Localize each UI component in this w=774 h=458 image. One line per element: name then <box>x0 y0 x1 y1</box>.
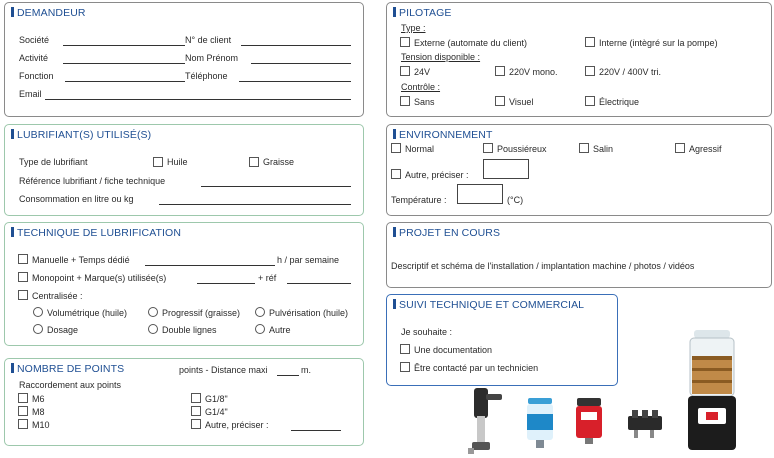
m6-label: M6 <box>32 394 45 404</box>
g14-label: G1/4" <box>205 407 228 417</box>
electrique-checkbox[interactable] <box>585 96 595 106</box>
reference-label: Référence lubrifiant / fiche technique <box>19 176 166 186</box>
volumetrique-label: Volumétrique (huile) <box>47 308 128 318</box>
pilotage-panel <box>386 2 772 117</box>
activite-field[interactable] <box>63 63 185 64</box>
single-point-lubricator-blue-image <box>525 396 555 450</box>
distance-unit: m. <box>301 365 311 375</box>
interne-checkbox[interactable] <box>585 37 595 47</box>
double-label: Double lignes <box>162 325 217 335</box>
temperature-label: Température : <box>391 195 447 205</box>
autre-env-checkbox[interactable] <box>391 169 401 179</box>
pilotage-title: PILOTAGE <box>393 7 452 19</box>
projet-title: PROJET EN COURS <box>393 227 500 239</box>
societe-field[interactable] <box>63 45 185 46</box>
controle-heading: Contrôle : <box>401 82 441 92</box>
points-panel <box>4 358 364 446</box>
autre-raccord-field[interactable] <box>291 430 341 431</box>
volumetrique-radio[interactable] <box>33 307 43 317</box>
raccordement-label: Raccordement aux points <box>19 380 122 390</box>
normal-checkbox[interactable] <box>391 143 401 153</box>
pulverisation-label: Pulvérisation (huile) <box>269 308 349 318</box>
points-title: NOMBRE DE POINTS <box>11 363 124 375</box>
projet-text: Descriptif et schéma de l'installation / implantation machine / photos / vidéos <box>391 261 695 271</box>
m8-label: M8 <box>32 407 45 417</box>
graisse-label: Graisse <box>263 157 295 167</box>
visuel-checkbox[interactable] <box>495 96 505 106</box>
electrique-label: Électrique <box>599 97 640 107</box>
nom-field[interactable] <box>251 63 351 64</box>
fonction-label: Fonction <box>19 71 54 81</box>
externe-checkbox[interactable] <box>400 37 410 47</box>
email-field[interactable] <box>45 99 351 100</box>
distance-label: points - Distance maxi <box>179 365 268 375</box>
tension-heading: Tension disponible : <box>401 52 481 62</box>
externe-label: Externe (automate du client) <box>414 38 528 48</box>
souhaite-label: Je souhaite : <box>401 327 453 337</box>
email-label: Email <box>19 89 42 99</box>
environnement-panel <box>386 124 772 216</box>
telephone-field[interactable] <box>239 81 351 82</box>
technicien-label: Être contacté par un technicien <box>414 363 539 373</box>
v400-label: 220V / 400V tri. <box>599 67 662 77</box>
temps-field[interactable] <box>145 265 275 266</box>
sans-label: Sans <box>414 97 435 107</box>
distance-field[interactable] <box>277 375 299 376</box>
v400-checkbox[interactable] <box>585 66 595 76</box>
marque-field[interactable] <box>197 283 255 284</box>
salin-checkbox[interactable] <box>579 143 589 153</box>
progressif-radio[interactable] <box>148 307 158 317</box>
autre-env-label: Autre, préciser : <box>405 170 469 180</box>
g18-label: G1/8" <box>205 394 228 404</box>
huile-label: Huile <box>167 157 188 167</box>
ref-field[interactable] <box>287 283 351 284</box>
m10-checkbox[interactable] <box>18 419 28 429</box>
g18-checkbox[interactable] <box>191 393 201 403</box>
manuelle-checkbox[interactable] <box>18 254 28 264</box>
environnement-title: ENVIRONNEMENT <box>393 129 492 141</box>
technicien-checkbox[interactable] <box>400 362 410 372</box>
v220-checkbox[interactable] <box>495 66 505 76</box>
centralisee-label: Centralisée : <box>32 291 83 301</box>
per-week-label: h / par semaine <box>277 255 340 265</box>
autre-radio[interactable] <box>255 324 265 334</box>
suivi-title: SUIVI TECHNIQUE ET COMMERCIAL <box>393 299 584 311</box>
fonction-field[interactable] <box>65 81 185 82</box>
technique-panel <box>4 222 364 346</box>
poussiereux-checkbox[interactable] <box>483 143 493 153</box>
nom-label: Nom Prénom <box>185 53 239 63</box>
double-radio[interactable] <box>148 324 158 334</box>
lubrifiant-panel <box>4 124 364 216</box>
interne-label: Interne (intègré sur la pompe) <box>599 38 718 48</box>
temperature-unit: (°C) <box>507 195 524 205</box>
m6-checkbox[interactable] <box>18 393 28 403</box>
dosage-radio[interactable] <box>33 324 43 334</box>
v24-checkbox[interactable] <box>400 66 410 76</box>
huile-checkbox[interactable] <box>153 157 163 167</box>
projet-panel <box>386 222 772 288</box>
graisse-checkbox[interactable] <box>249 157 259 167</box>
activite-label: Activité <box>19 53 49 63</box>
monopoint-label: Monopoint + Marque(s) utilisée(s) <box>32 273 167 283</box>
agressif-label: Agressif <box>689 144 722 154</box>
normal-label: Normal <box>405 144 435 154</box>
poussiereux-label: Poussiéreux <box>497 144 547 154</box>
demandeur-panel <box>4 2 364 117</box>
technique-title: TECHNIQUE DE LUBRIFICATION <box>11 227 181 239</box>
type-label: Type de lubrifiant <box>19 157 88 167</box>
v24-label: 24V <box>414 67 431 77</box>
reference-field[interactable] <box>201 186 351 187</box>
single-point-lubricator-red-image <box>574 396 604 446</box>
client-label: N° de client <box>185 35 232 45</box>
ref-label: + réf <box>258 273 277 283</box>
manuelle-label: Manuelle + Temps dédié <box>32 255 130 265</box>
autre-label: Autre <box>269 325 291 335</box>
progressif-label: Progressif (graisse) <box>162 308 241 318</box>
centralisee-checkbox[interactable] <box>18 290 28 300</box>
distributor-block-image <box>624 406 666 442</box>
visuel-label: Visuel <box>509 97 534 107</box>
lubrifiant-title: LUBRIFIANT(S) UTILISÉ(S) <box>11 129 151 141</box>
m8-checkbox[interactable] <box>18 406 28 416</box>
autre-raccord-checkbox[interactable] <box>191 419 201 429</box>
telephone-label: Téléphone <box>185 71 228 81</box>
consommation-label: Consommation en litre ou kg <box>19 194 134 204</box>
type-heading: Type : <box>401 23 426 33</box>
g14-checkbox[interactable] <box>191 406 201 416</box>
demandeur-title: DEMANDEUR <box>11 7 86 19</box>
dosage-label: Dosage <box>47 325 79 335</box>
central-pump-image <box>684 328 740 454</box>
suivi-panel <box>386 294 618 386</box>
autre-env-input[interactable] <box>483 159 529 179</box>
agressif-checkbox[interactable] <box>675 143 685 153</box>
documentation-label: Une documentation <box>414 345 493 355</box>
monopoint-checkbox[interactable] <box>18 272 28 282</box>
consommation-field[interactable] <box>159 204 351 205</box>
societe-label: Société <box>19 35 50 45</box>
v220-label: 220V mono. <box>509 67 558 77</box>
client-field[interactable] <box>241 45 351 46</box>
documentation-checkbox[interactable] <box>400 344 410 354</box>
m10-label: M10 <box>32 420 50 430</box>
autre-raccord-label: Autre, préciser : <box>205 420 269 430</box>
sans-checkbox[interactable] <box>400 96 410 106</box>
salin-label: Salin <box>593 144 614 154</box>
pulverisation-radio[interactable] <box>255 307 265 317</box>
grease-gun-image <box>462 386 508 456</box>
temperature-input[interactable] <box>457 184 503 204</box>
